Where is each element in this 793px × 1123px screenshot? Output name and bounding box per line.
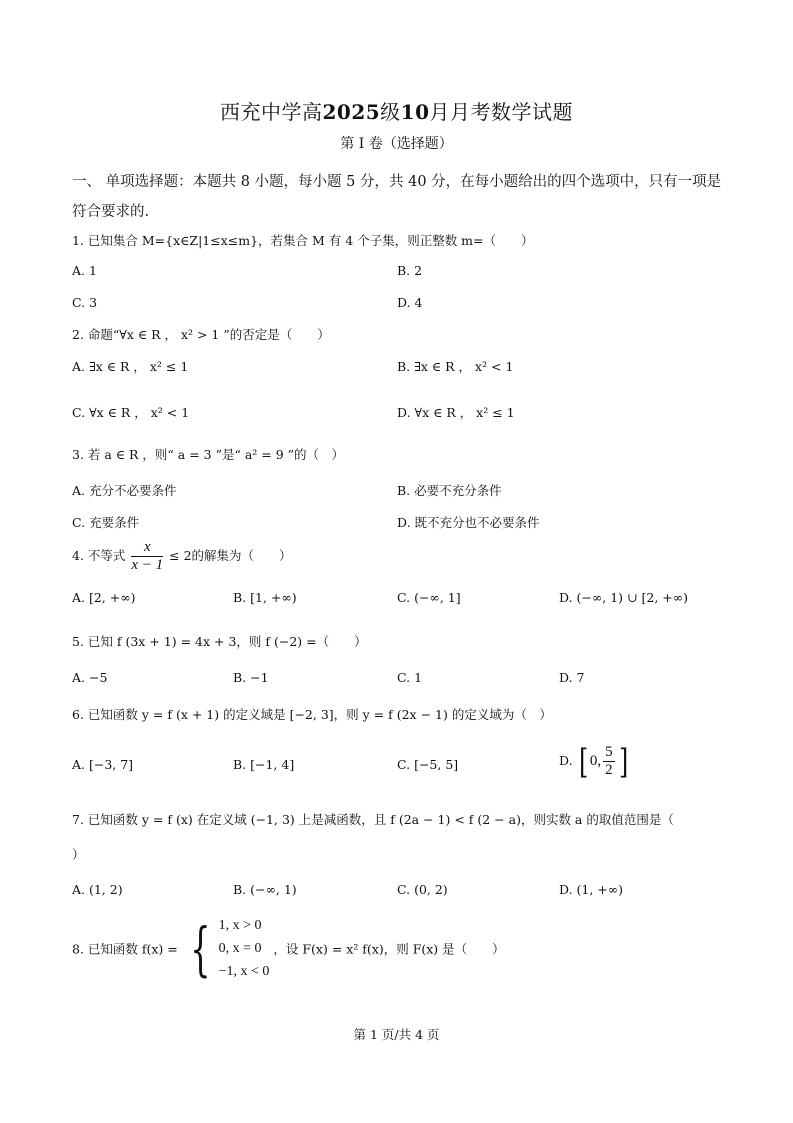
q2-option-b[interactable]: B. ∃x ∈ R ， x² < 1 [397, 359, 514, 374]
q1-option-a[interactable]: A. 1 [72, 263, 97, 278]
question-8-stem: 8. 已知函数 f(x) = { 1, x > 0 0, x = 0 −1, x < 0 ，设 F(x) = x² f(x)，则 F(x) 是（ ） [72, 914, 505, 983]
question-2-stem: 2. 命题“∀x ∈ R ， x² > 1 ”的否定是（ ） [72, 327, 330, 342]
q4-option-d[interactable]: D. (−∞, 1) ∪ [2, +∞) [559, 590, 689, 605]
q5-option-d[interactable]: D. 7 [559, 670, 585, 685]
question-3-stem: 3. 若 a ∈ R ，则“ a = 3 ”是“ a² = 9 ”的（ ） [72, 447, 345, 462]
q1-option-d[interactable]: D. 4 [397, 295, 423, 310]
exam-subtitle: 第 I 卷（选择题） [340, 136, 453, 152]
q6-option-d[interactable]: D. [ 0, $\frac{5}{2}$ ] [559, 741, 628, 782]
piecewise-cases: 1, x > 0 0, x = 0 −1, x < 0 [218, 918, 270, 979]
q2-option-c[interactable]: C. ∀x ∈ R ， x² < 1 [72, 405, 190, 420]
q5-option-a[interactable]: A. −5 [72, 670, 108, 685]
question-5-stem: 5. 已知 f (3x + 1) = 4x + 3，则 f (−2) =（ ） [72, 634, 367, 649]
q3-option-b[interactable]: B. 必要不充分条件 [397, 483, 502, 498]
fraction: $\frac{5}{2}$ [605, 744, 613, 778]
q4-option-c[interactable]: C. (−∞, 1] [397, 590, 461, 605]
q7-option-a[interactable]: A. (1, 2) [72, 882, 123, 897]
question-7-stem-cont: ） [72, 847, 85, 862]
q6-option-a[interactable]: A. [−3, 7] [72, 757, 134, 772]
q2-option-a[interactable]: A. ∃x ∈ R ， x² ≤ 1 [72, 359, 189, 374]
q6-option-b[interactable]: B. [−1, 4] [233, 757, 295, 772]
q7-option-d[interactable]: D. (1, +∞) [559, 882, 624, 897]
q3-option-d[interactable]: D. 既不充分也不必要条件 [397, 515, 540, 530]
q7-option-b[interactable]: B. (−∞, 1) [233, 882, 297, 897]
question-7-stem: 7. 已知函数 y = f (x) 在定义域 (−1, 3) 上是减函数，且 f (2a − 1) < f (2 − a)，则实数 a 的取值范围是（ [72, 812, 674, 827]
q5-option-b[interactable]: B. −1 [233, 670, 269, 685]
q1-option-c[interactable]: C. 3 [72, 295, 98, 310]
exam-title: 西充中学高2025级10月月考数学试题 [219, 100, 573, 124]
fraction: $\frac{x}{x - 1}$ [131, 539, 164, 573]
q3-option-c[interactable]: C. 充要条件 [72, 515, 140, 530]
question-4-stem: 4. 不等式 $\frac{x}{x - 1}$ ≤ 2的解集为（ ） [72, 539, 292, 573]
q2-option-d[interactable]: D. ∀x ∈ R ， x² ≤ 1 [397, 405, 515, 420]
question-1-stem: 1. 已知集合 M={x∈Z|1≤x≤m}，若集合 M 有 4 个子集，则正整数 m=（ ） [72, 233, 534, 248]
left-brace: { [190, 914, 211, 983]
q3-option-a[interactable]: A. 充分不必要条件 [72, 483, 177, 498]
q6-option-c[interactable]: C. [−5, 5] [397, 757, 459, 772]
q1-option-b[interactable]: B. 2 [397, 263, 423, 278]
section-heading: 一、 单项选择题：本题共 8 小题，每小题 5 分，共 40 分，在每小题给出的四个选项中，只有一项是符合要求的. [72, 174, 722, 220]
q5-option-c[interactable]: C. 1 [397, 670, 423, 685]
page-footer: 第 1 页/共 4 页 [353, 1027, 440, 1042]
q4-option-b[interactable]: B. [1, +∞) [233, 590, 297, 605]
question-6-stem: 6. 已知函数 y = f (x + 1) 的定义域是 [−2, 3]，则 y = f (2x − 1) 的定义域为（ ） [72, 707, 552, 722]
q7-option-c[interactable]: C. (0, 2) [397, 882, 448, 897]
q4-option-a[interactable]: A. [2, +∞) [72, 590, 136, 605]
